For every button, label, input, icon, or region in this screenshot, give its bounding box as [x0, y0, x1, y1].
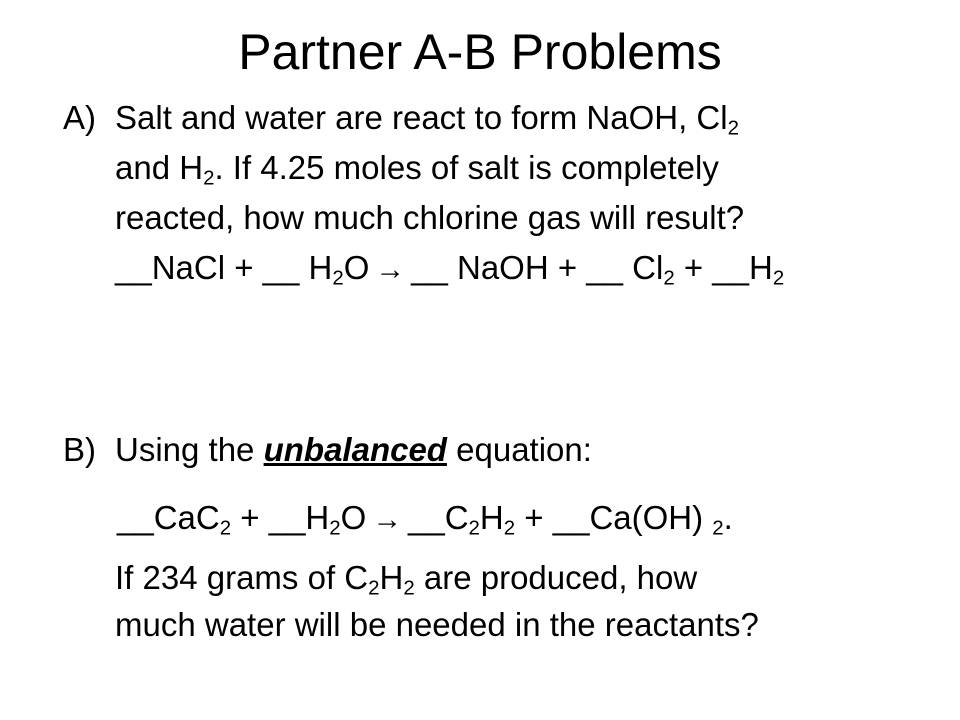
equation-part: H	[479, 499, 504, 536]
problem-b-line-4: much water will be needed in the reactants?	[115, 606, 759, 643]
equation-part: O	[340, 499, 367, 536]
subscript: 2	[332, 266, 344, 290]
line-part: H	[379, 559, 404, 596]
subscript: 2	[663, 266, 675, 290]
problem-b-line-3	[115, 558, 697, 598]
intro-text-2: equation:	[446, 431, 592, 468]
problem-a-marker: A)	[63, 99, 96, 136]
problem-b-equation	[117, 498, 733, 540]
arrow-icon: →	[372, 503, 402, 536]
unbalanced-emphasis: unbalanced	[263, 431, 447, 468]
problem-a-line-2-text-2: . If 4.25 moles of salt is completely	[214, 149, 719, 186]
equation-part: __ NaOH + __ Cl	[411, 249, 664, 286]
problem-a-line-1-text: Salt and water are react to form NaOH, Cl	[115, 99, 728, 136]
line-part: are produced, how	[414, 559, 698, 596]
problem-a-line-2-text-1: and H	[115, 149, 204, 186]
subscript: 2	[368, 576, 380, 600]
line-part: If 234 grams of C	[115, 559, 369, 596]
subscript: 2	[219, 516, 232, 540]
intro-text-1: Using the	[115, 431, 264, 468]
problem-a-line-1	[115, 98, 739, 138]
subscript: 2	[203, 166, 215, 190]
subscript: 2	[329, 516, 341, 540]
equation-part: __C	[408, 499, 469, 536]
equation-part: __CaC	[117, 499, 220, 536]
subscript: 2	[727, 116, 739, 140]
equation-part: + __Ca(OH)	[515, 499, 713, 536]
equation-part: __NaCl + __ H	[115, 249, 333, 286]
equation-part: + __H	[231, 499, 330, 536]
subscript: 2	[468, 516, 480, 540]
subscript: 2	[712, 516, 724, 540]
problem-a-line-3: reacted, how much chlorine gas will result?	[115, 199, 745, 236]
slide-title: Partner A-B Problems	[238, 24, 722, 80]
equation-part: + __H	[674, 249, 773, 286]
problem-a-line-2	[115, 148, 719, 188]
equation-part: .	[723, 499, 733, 536]
problem-a-equation	[115, 248, 784, 290]
subscript: 2	[403, 576, 415, 600]
subscript: 2	[503, 516, 516, 540]
problem-b-intro	[115, 430, 592, 470]
subscript: 2	[772, 266, 785, 290]
equation-part: O	[343, 249, 370, 286]
arrow-icon: →	[375, 253, 406, 286]
problem-b-marker: B)	[63, 431, 96, 468]
